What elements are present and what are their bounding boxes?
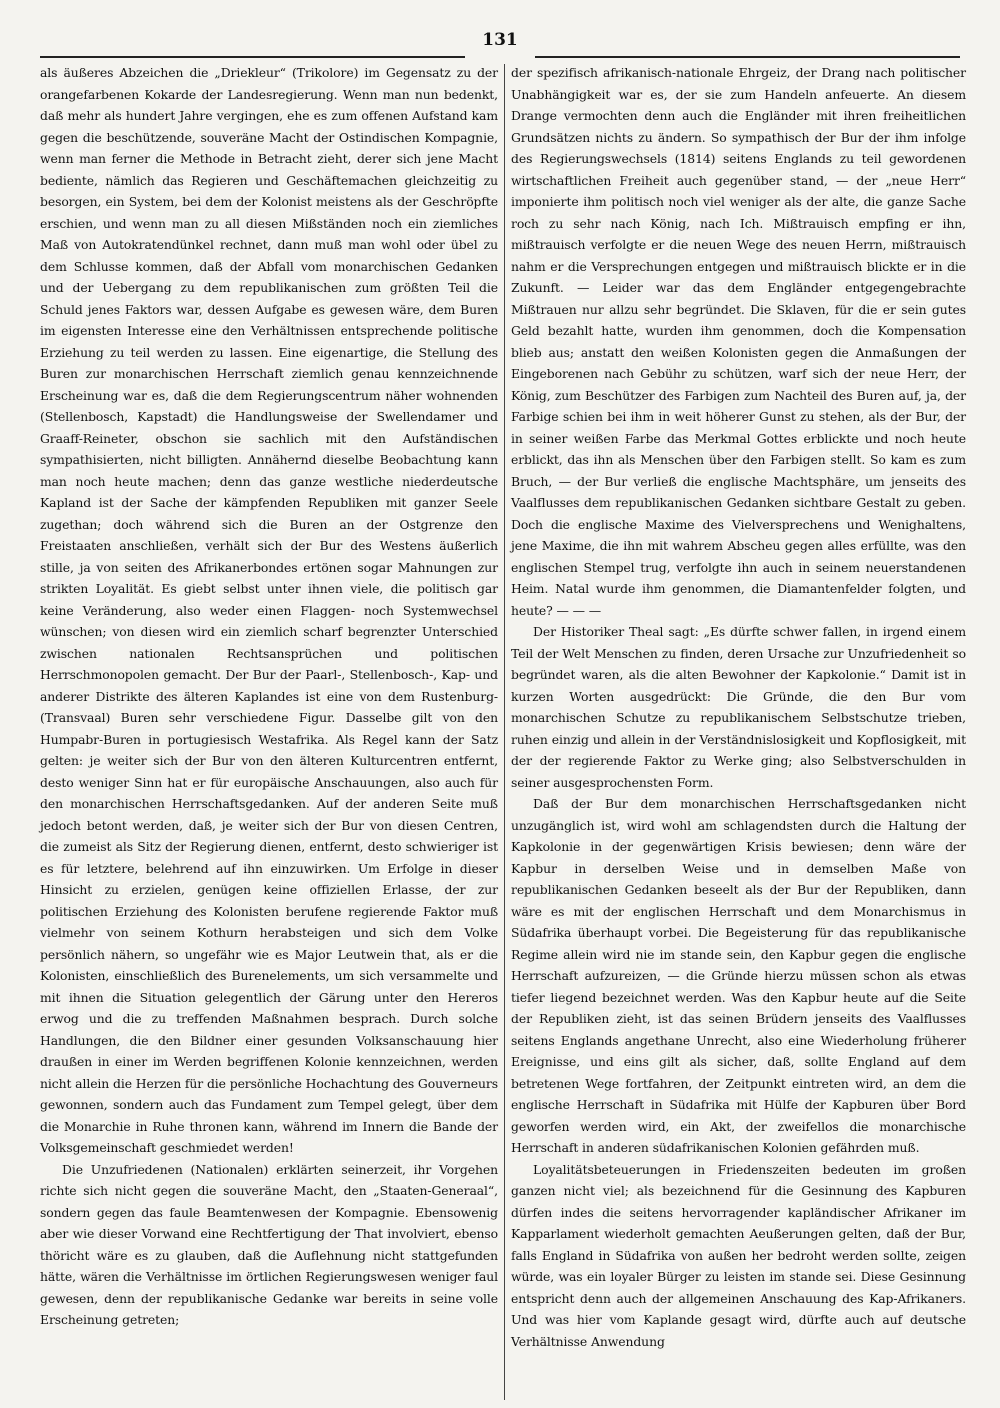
paragraph: Daß der Bur dem monarchischen Herrschaftsgedanken nicht unzugänglich ist, wird wohl am schlagendsten durch die Haltung der Kapkolonie in der gegenwärtigen Krisis bewiesen; denn wäre der Kapbur in derselben Weise und in demselben Maße von republikanischen Gedanken beseelt als der Bur der Republiken, dann wäre es mit der englischen Herrschaft und dem Monarchismus in Südafrika überhaupt vorbei. Die Begeisterung für das republikanische Regime allein wird nie im stande sein, den Kapbur gegen die englische Herrschaft aufzureizen, — die Gründe hierzu müssen schon als etwas tiefer liegend bezeichnet werden. Was den Kapbur heute auf die Seite der Republiken zieht, ist das seinen Brüdern jenseits des Vaalflusses seitens Englands angethane Unrecht, also eine Wiederholung früherer Ereignisse, und eins gilt als sicher, daß, sollte England auf dem betretenen Wege fortfahren, der Zeitpunkt eintreten wird, an dem die englische Herrschaft in Südafrika mit Hülfe der Kapburen über Bord geworfen werden wird, ein Akt, der zweifellos die monarchische Herrschaft in anderen südafrikanischen Kolonien gefährden muß.: [511, 796, 966, 1155]
left-column: [40, 62, 498, 1331]
header-rule-left: [40, 56, 465, 58]
paragraph: der spezifisch afrikanisch-nationale Ehrgeiz, der Drang nach politischer Unabhängigkeit war es, der sie zum Handeln anfeuerte. An diesem Drange vermochten denn auch die Engländer mit ihren freiheitlichen Grundsätzen nichts zu ändern. So sympathisch der Bur der ihm infolge des Regierungswechsels (1814) seitens Englands zu teil gewordenen wirtschaftlichen Freiheit auch gegenüber stand, — der „neue Herr“ imponierte ihm politisch noch viel weniger als der alte, die ganze Sache roch zu sehr nach König, nach Ich. Mißtrauisch empfing er ihn, mißtrauisch verfolgte er die neuen Wege des neuen Herrn, mißtrauisch nahm er die Versprechungen entgegen und mißtrauisch blickte er in die Zukunft. — Leider war das dem Engländer entgegengebrachte Mißtrauen nur allzu sehr begründet. Die Sklaven, für die er sein gutes Geld bezahlt hatte, wurden ihm genommen, doch die Kompensation blieb aus; anstatt den weißen Kolonisten gegen die Anmaßungen der Eingeborenen nach Gebühr zu schützen, warf sich der neue Herr, der König, zum Beschützer des Farbigen zum Nachteil des Buren auf, ja, der Farbige schien bei ihm in weit höherer Gunst zu stehen, als der Bur, der in seiner weißen Farbe das Merkmal Gottes erblickte und noch heute erblickt, das ihn als Menschen über den Farbigen stellt. So kam es zum Bruch, — der Bur verließ die englische Machtsphäre, um jenseits des Vaalflusses dem republikanischen Gedanken sichtbare Gestalt zu geben. Doch die englische Maxime des Vielversprechens und Wenighaltens, jene Maxime, die ihn mit wahrem Abscheu gegen alles erfüllte, was den englischen Stempel trug, verfolgte ihn auch in seinem neuerstandenen Heim. Natal wurde ihm genommen, die Diamantenfelder folgten, und heute? — — —: [511, 65, 966, 618]
paragraph: Die Unzufriedenen (Nationalen) erklärten seinerzeit, ihr Vorgehen richte sich nicht gegen die souveräne Macht, den „Staaten-Generaal“, sondern gegen das faule Beamtenwesen der Kompagnie. Ebensowenig aber wie dieser Vorwand eine Rechtfertigung der That involviert, ebenso thöricht wäre es zu glauben, daß die Auflehnung nicht stattgefunden hätte, wären die Verhältnisse im örtlichen Regierungswesen weniger faul gewesen, denn der republikanische Gedanke war bereits in seine volle Erscheinung getreten;: [40, 1161, 498, 1327]
paragraph: Der Historiker Theal sagt: „Es dürfte schwer fallen, in irgend einem Teil der Welt Menschen zu finden, deren Ursache zur Unzufriedenheit so begründet waren, als die alten Bewohner der Kapkolonie.“ Damit ist in kurzen Worten ausgedrückt: Die Gründe, die den Bur vom monarchischen Schutze zu republikanischem Selbstschutze trieben, ruhen einzig und allein in der Verständnislosigkeit und Kopflosigkeit, mit der der regierende Faktor zu Werke ging; also Selbstverschulden in seiner ausgesprochensten Form.: [511, 624, 966, 790]
paragraph: als äußeres Abzeichen die „Driekleur“ (Trikolore) im Gegensatz zu der orangefarbenen Kokarde der Landesregierung. Wenn man nun bedenkt, daß mehr als hundert Jahre vergingen, ehe es zum offenen Aufstand kam gegen die beschützende, souveräne Macht der Ostindischen Kompagnie, wenn man ferner die Methode in Betracht zieht, derer sich jene Macht bediente, nämlich das Regieren und Geschäftemachen gleichzeitig zu besorgen, ein System, bei dem der Kolonist meistens als der Geschröpfte erschien, und wenn man zu all diesen Mißständen noch ein ziemliches Maß von Autokratendünkel rechnet, dann muß man wohl oder übel zu dem Schlusse kommen, daß der Abfall vom monarchischen Gedanken und der Uebergang zu dem republikanischen zum größten Teil die Schuld jenes Faktors war, dessen Aufgabe es gewesen wäre, dem Buren im eigensten Interesse eine den Verhältnissen entsprechende politische Erziehung zu teil werden zu lassen. Eine eigenartige, die Stellung des Buren zur monarchischen Herrschaft ziemlich genau kennzeichnende Erscheinung war es, daß die dem Regierungscentrum näher wohnenden (Stellenbosch, Kapstadt) die Handlungsweise der Swellendamer und Graaff-Reineter, obschon sie sachlich mit den Aufständischen sympathisierten, nicht billigten. Annähernd dieselbe Beobachtung kann man noch heute machen; denn das ganze westliche niederdeutsche Kapland ist der Sache der kämpfenden Republiken mit ganzer Seele zugethan; doch während sich die Buren an der Ostgrenze den Freistaaten anschließen, verhält sich der Bur des Westens äußerlich stille, ja von seiten des Afrikanerbondes ertönen sogar Mahnungen zur strikten Loyalität. Es giebt selbst unter ihnen viele, die politisch gar keine Veränderung, also weder einen Flaggen- noch Systemwechsel wünschen; von diesen wird ein ziemlich scharf begrenzter Unterschied zwischen nationalen Rechtsansprüchen und politischen Herrschmonopolen gemacht. Der Bur der Paarl-, Stellenbosch-, Kap- und anderer Distrikte des älteren Kaplandes ist eine von dem Rustenburg- (Transvaal) Buren sehr verschiedene Figur. Dasselbe gilt von den Humpabr-Buren in portugiesisch Westafrika. Als Regel kann der Satz gelten: je weiter sich der Bur von den älteren Kulturcentren entfernt, desto weniger Sinn hat er für europäische Anschauungen, also auch für den monarchischen Herrschaftsgedanken. Auf der anderen Seite muß jedoch betont werden, daß, je weiter sich der Bur von diesen Centren, die zumeist als Sitz der Regierung dienen, entfernt, desto schwieriger ist es für letztere, belehrend auf ihn einzuwirken. Um Erfolge in dieser Hinsicht zu erzielen, genügen keine offiziellen Erlasse, der zur politischen Erziehung des Kolonisten berufene regierende Faktor muß vielmehr von seinem Kothurn herabsteigen und sich dem Volke persönlich nähern, so ungefähr wie es Major Leutwein that, als er die Kolonisten, einschließlich des Burenelements, um sich versammelte und mit ihnen die Situation gelegentlich der Gärung unter den Hereros erwog und die zu treffenden Maßnahmen besprach. Durch solche Handlungen, die den Bildner einer gesunden Volksanschauung hier draußen in einer im Werden begriffenen Kolonie kennzeichnen, werden nicht allein die Herzen für die persönliche Hochachtung des Gouverneurs gewonnen, sondern auch das Fundament zum Tempel gelegt, über dem die Monarchie in Ruhe thronen kann, während im Innern die Bande der Volksgemeinschaft geschmiedet werden!: [40, 65, 498, 1155]
right-column: [511, 62, 966, 1352]
header-rule-right: [535, 56, 960, 58]
column-divider: [504, 64, 505, 1400]
page-number: 131: [482, 30, 518, 50]
paragraph: Loyalitätsbeteuerungen in Friedenszeiten bedeuten im großen ganzen nicht viel; als bezeichnend für die Gesinnung des Kapburen dürfen indes die seitens hervorragender kapländischer Afrikaner im Kapparlament wiederholt gemachten Aeußerungen gelten, daß der Bur, falls England in Südafrika von außen her bedroht werden sollte, zeigen würde, was ein loyaler Bürger zu leisten im stande sei. Diese Gesinnung entspricht denn auch der allgemeinen Anschauung des Kap-Afrikaners. Und was hier vom Kaplande gesagt wird, dürfte auch auf deutsche Verhältnisse Anwendung: [511, 1161, 966, 1349]
